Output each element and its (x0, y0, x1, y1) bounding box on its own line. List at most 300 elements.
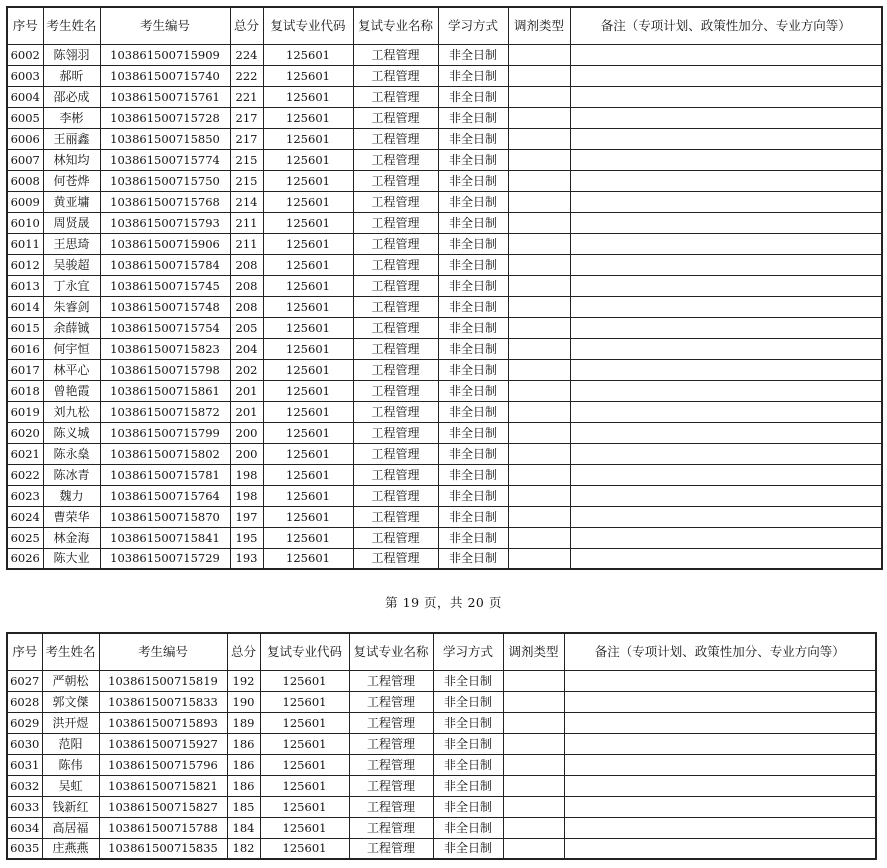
cell-remarks (570, 107, 882, 128)
cell-name: 范阳 (42, 733, 99, 754)
table-row (7, 275, 882, 296)
table-row (7, 86, 882, 107)
cell-adjust-type (508, 548, 570, 569)
cell-remarks (570, 233, 882, 254)
cell-total-score: 200 (230, 443, 263, 464)
cell-name: 林平心 (43, 359, 100, 380)
cell-remarks (564, 733, 876, 754)
cell-candidate-id: 103861500715802 (100, 443, 230, 464)
cell-candidate-id: 103861500715870 (100, 506, 230, 527)
cell-major-code: 125601 (260, 712, 349, 733)
cell-total-score: 201 (230, 380, 263, 401)
cell-study-mode: 非全日制 (438, 464, 508, 485)
cell-candidate-id: 103861500715745 (100, 275, 230, 296)
table-body (7, 670, 876, 859)
cell-major-name: 工程管理 (353, 338, 438, 359)
cell-total-score: 190 (227, 691, 260, 712)
cell-study-mode: 非全日制 (438, 443, 508, 464)
cell-name: 陈冰青 (43, 464, 100, 485)
cell-remarks (570, 212, 882, 233)
cell-remarks (564, 838, 876, 859)
cell-study-mode: 非全日制 (433, 733, 503, 754)
cell-major-name: 工程管理 (353, 296, 438, 317)
cell-adjust-type (508, 233, 570, 254)
cell-study-mode: 非全日制 (438, 65, 508, 86)
cell-adjust-type (508, 107, 570, 128)
cell-total-score: 198 (230, 464, 263, 485)
cell-study-mode: 非全日制 (438, 317, 508, 338)
cell-study-mode: 非全日制 (438, 191, 508, 212)
cell-major-code: 125601 (263, 548, 353, 569)
cell-name: 刘九松 (43, 401, 100, 422)
table-row (7, 317, 882, 338)
table-row (7, 670, 876, 691)
cell-major-name: 工程管理 (349, 670, 433, 691)
cell-total-score: 197 (230, 506, 263, 527)
header-name: 考生姓名 (42, 633, 99, 670)
cell-study-mode: 非全日制 (438, 359, 508, 380)
cell-seq: 6028 (7, 691, 42, 712)
table-row (7, 191, 882, 212)
cell-major-code: 125601 (263, 107, 353, 128)
cell-major-code: 125601 (263, 296, 353, 317)
cell-seq: 6024 (7, 506, 43, 527)
cell-major-code: 125601 (260, 733, 349, 754)
cell-seq: 6030 (7, 733, 42, 754)
cell-major-name: 工程管理 (349, 733, 433, 754)
cell-study-mode: 非全日制 (433, 838, 503, 859)
cell-candidate-id: 103861500715774 (100, 149, 230, 170)
cell-major-name: 工程管理 (353, 44, 438, 65)
cell-major-code: 125601 (263, 65, 353, 86)
cell-remarks (564, 712, 876, 733)
cell-name: 林金海 (43, 527, 100, 548)
cell-major-code: 125601 (263, 443, 353, 464)
table-row (7, 359, 882, 380)
cell-name: 黄亚墉 (43, 191, 100, 212)
cell-candidate-id: 103861500715835 (99, 838, 227, 859)
cell-remarks (570, 401, 882, 422)
cell-remarks (570, 527, 882, 548)
cell-remarks (564, 796, 876, 817)
cell-remarks (570, 191, 882, 212)
table-row (7, 401, 882, 422)
cell-study-mode: 非全日制 (438, 107, 508, 128)
cell-total-score: 189 (227, 712, 260, 733)
cell-total-score: 221 (230, 86, 263, 107)
cell-major-code: 125601 (263, 149, 353, 170)
cell-adjust-type (508, 443, 570, 464)
cell-major-code: 125601 (263, 212, 353, 233)
cell-name: 庄燕燕 (42, 838, 99, 859)
header-seq: 序号 (7, 633, 42, 670)
table-row (7, 443, 882, 464)
cell-remarks (570, 359, 882, 380)
cell-major-name: 工程管理 (353, 422, 438, 443)
cell-adjust-type (508, 212, 570, 233)
cell-remarks (564, 754, 876, 775)
cell-major-name: 工程管理 (349, 796, 433, 817)
header-major-name: 复试专业名称 (353, 7, 438, 44)
header-row (7, 633, 876, 670)
cell-candidate-id: 103861500715793 (100, 212, 230, 233)
cell-study-mode: 非全日制 (438, 380, 508, 401)
cell-major-code: 125601 (263, 338, 353, 359)
table-row (7, 464, 882, 485)
cell-major-code: 125601 (263, 464, 353, 485)
cell-major-code: 125601 (263, 254, 353, 275)
cell-seq: 6017 (7, 359, 43, 380)
cell-adjust-type (508, 317, 570, 338)
cell-adjust-type (503, 775, 564, 796)
cell-name: 郝昕 (43, 65, 100, 86)
cell-candidate-id: 103861500715754 (100, 317, 230, 338)
cell-study-mode: 非全日制 (438, 422, 508, 443)
cell-major-code: 125601 (263, 170, 353, 191)
cell-total-score: 193 (230, 548, 263, 569)
cell-total-score: 204 (230, 338, 263, 359)
cell-name: 高居福 (42, 817, 99, 838)
cell-adjust-type (508, 191, 570, 212)
cell-major-name: 工程管理 (349, 775, 433, 796)
header-name: 考生姓名 (43, 7, 100, 44)
cell-adjust-type (503, 838, 564, 859)
cell-major-code: 125601 (260, 775, 349, 796)
cell-candidate-id: 103861500715872 (100, 401, 230, 422)
cell-total-score: 222 (230, 65, 263, 86)
admission-table-page-20 (6, 632, 877, 860)
header-candidate-id: 考生编号 (99, 633, 227, 670)
cell-major-name: 工程管理 (349, 754, 433, 775)
cell-adjust-type (503, 670, 564, 691)
cell-total-score: 211 (230, 233, 263, 254)
cell-candidate-id: 103861500715893 (99, 712, 227, 733)
header-major-name: 复试专业名称 (349, 633, 433, 670)
cell-name: 吴骏超 (43, 254, 100, 275)
cell-name: 丁永宜 (43, 275, 100, 296)
cell-candidate-id: 103861500715799 (100, 422, 230, 443)
cell-seq: 6025 (7, 527, 43, 548)
cell-candidate-id: 103861500715909 (100, 44, 230, 65)
cell-adjust-type (508, 170, 570, 191)
cell-adjust-type (503, 733, 564, 754)
cell-candidate-id: 103861500715781 (100, 464, 230, 485)
table-row (7, 212, 882, 233)
table-row (7, 128, 882, 149)
cell-candidate-id: 103861500715729 (100, 548, 230, 569)
cell-candidate-id: 103861500715833 (99, 691, 227, 712)
cell-seq: 6020 (7, 422, 43, 443)
table-row (7, 65, 882, 86)
cell-remarks (564, 775, 876, 796)
cell-study-mode: 非全日制 (438, 527, 508, 548)
header-row (7, 7, 882, 44)
cell-major-name: 工程管理 (353, 401, 438, 422)
cell-remarks (564, 670, 876, 691)
table-header (7, 633, 876, 670)
cell-seq: 6010 (7, 212, 43, 233)
cell-candidate-id: 103861500715819 (99, 670, 227, 691)
cell-major-name: 工程管理 (353, 506, 438, 527)
cell-remarks (570, 422, 882, 443)
cell-remarks (570, 86, 882, 107)
cell-adjust-type (508, 44, 570, 65)
header-remarks: 备注（专项计划、政策性加分、专业方向等） (564, 633, 876, 670)
cell-candidate-id: 103861500715823 (100, 338, 230, 359)
cell-adjust-type (508, 506, 570, 527)
cell-remarks (570, 296, 882, 317)
cell-adjust-type (508, 401, 570, 422)
cell-remarks (570, 317, 882, 338)
header-major-code: 复试专业代码 (263, 7, 353, 44)
cell-seq: 6002 (7, 44, 43, 65)
cell-remarks (564, 817, 876, 838)
cell-candidate-id: 103861500715750 (100, 170, 230, 191)
cell-adjust-type (508, 464, 570, 485)
cell-name: 朱睿剑 (43, 296, 100, 317)
cell-study-mode: 非全日制 (433, 670, 503, 691)
cell-major-code: 125601 (263, 485, 353, 506)
cell-study-mode: 非全日制 (438, 548, 508, 569)
cell-name: 陈翎羽 (43, 44, 100, 65)
cell-major-name: 工程管理 (353, 128, 438, 149)
cell-total-score: 192 (227, 670, 260, 691)
table-row (7, 712, 876, 733)
cell-study-mode: 非全日制 (438, 401, 508, 422)
header-total-score: 总分 (230, 7, 263, 44)
table-row (7, 422, 882, 443)
cell-study-mode: 非全日制 (433, 754, 503, 775)
table-row (7, 338, 882, 359)
cell-total-score: 185 (227, 796, 260, 817)
table-row (7, 733, 876, 754)
cell-major-code: 125601 (263, 191, 353, 212)
cell-candidate-id: 103861500715798 (100, 359, 230, 380)
cell-major-code: 125601 (263, 86, 353, 107)
cell-total-score: 211 (230, 212, 263, 233)
cell-adjust-type (508, 65, 570, 86)
table-body (7, 44, 882, 569)
cell-study-mode: 非全日制 (433, 817, 503, 838)
cell-major-code: 125601 (263, 317, 353, 338)
cell-major-name: 工程管理 (353, 170, 438, 191)
cell-seq: 6008 (7, 170, 43, 191)
table-row (7, 170, 882, 191)
cell-total-score: 198 (230, 485, 263, 506)
cell-total-score: 201 (230, 401, 263, 422)
cell-major-name: 工程管理 (353, 191, 438, 212)
cell-major-code: 125601 (260, 838, 349, 859)
cell-seq: 6026 (7, 548, 43, 569)
cell-study-mode: 非全日制 (438, 485, 508, 506)
page-footer: 第 19 页，共 20 页 (385, 595, 502, 610)
cell-seq: 6031 (7, 754, 42, 775)
cell-remarks (570, 338, 882, 359)
cell-candidate-id: 103861500715768 (100, 191, 230, 212)
cell-remarks (570, 65, 882, 86)
cell-seq: 6014 (7, 296, 43, 317)
cell-candidate-id: 103861500715788 (99, 817, 227, 838)
cell-study-mode: 非全日制 (438, 254, 508, 275)
header-study-mode: 学习方式 (438, 7, 508, 44)
cell-total-score: 214 (230, 191, 263, 212)
cell-candidate-id: 103861500715796 (99, 754, 227, 775)
cell-major-code: 125601 (260, 754, 349, 775)
cell-major-name: 工程管理 (353, 233, 438, 254)
cell-major-name: 工程管理 (353, 548, 438, 569)
cell-study-mode: 非全日制 (438, 149, 508, 170)
cell-adjust-type (508, 128, 570, 149)
cell-remarks (570, 128, 882, 149)
cell-study-mode: 非全日制 (438, 170, 508, 191)
table-row (7, 44, 882, 65)
cell-adjust-type (508, 86, 570, 107)
cell-name: 王思琦 (43, 233, 100, 254)
table-row (7, 691, 876, 712)
header-adjust-type: 调剂类型 (508, 7, 570, 44)
cell-candidate-id: 103861500715841 (100, 527, 230, 548)
cell-major-code: 125601 (263, 380, 353, 401)
cell-remarks (570, 380, 882, 401)
cell-major-code: 125601 (263, 527, 353, 548)
cell-major-code: 125601 (263, 422, 353, 443)
cell-adjust-type (508, 275, 570, 296)
cell-name: 曾艳霞 (43, 380, 100, 401)
cell-name: 王丽鑫 (43, 128, 100, 149)
cell-seq: 6033 (7, 796, 42, 817)
cell-total-score: 195 (230, 527, 263, 548)
cell-study-mode: 非全日制 (438, 44, 508, 65)
cell-seq: 6007 (7, 149, 43, 170)
cell-major-code: 125601 (260, 817, 349, 838)
cell-major-name: 工程管理 (353, 317, 438, 338)
cell-adjust-type (503, 817, 564, 838)
cell-major-name: 工程管理 (353, 527, 438, 548)
cell-seq: 6015 (7, 317, 43, 338)
cell-remarks (570, 275, 882, 296)
cell-adjust-type (503, 691, 564, 712)
cell-seq: 6003 (7, 65, 43, 86)
cell-adjust-type (508, 254, 570, 275)
cell-major-code: 125601 (263, 401, 353, 422)
cell-name: 魏力 (43, 485, 100, 506)
cell-candidate-id: 103861500715728 (100, 107, 230, 128)
cell-study-mode: 非全日制 (438, 128, 508, 149)
table-header (7, 7, 882, 44)
cell-name: 李彬 (43, 107, 100, 128)
header-adjust-type: 调剂类型 (503, 633, 564, 670)
cell-remarks (570, 149, 882, 170)
cell-major-name: 工程管理 (353, 380, 438, 401)
cell-candidate-id: 103861500715927 (99, 733, 227, 754)
cell-major-name: 工程管理 (353, 65, 438, 86)
cell-candidate-id: 103861500715906 (100, 233, 230, 254)
cell-remarks (564, 691, 876, 712)
table-row (7, 254, 882, 275)
cell-total-score: 224 (230, 44, 263, 65)
cell-study-mode: 非全日制 (438, 338, 508, 359)
cell-major-name: 工程管理 (353, 464, 438, 485)
table-row (7, 485, 882, 506)
cell-major-name: 工程管理 (353, 254, 438, 275)
cell-major-code: 125601 (260, 670, 349, 691)
cell-adjust-type (508, 527, 570, 548)
cell-seq: 6013 (7, 275, 43, 296)
cell-adjust-type (503, 712, 564, 733)
cell-major-name: 工程管理 (353, 86, 438, 107)
cell-adjust-type (508, 338, 570, 359)
cell-seq: 6021 (7, 443, 43, 464)
cell-candidate-id: 103861500715748 (100, 296, 230, 317)
cell-remarks (570, 44, 882, 65)
cell-total-score: 202 (230, 359, 263, 380)
cell-major-name: 工程管理 (353, 107, 438, 128)
cell-adjust-type (503, 796, 564, 817)
cell-major-name: 工程管理 (353, 149, 438, 170)
cell-major-name: 工程管理 (353, 443, 438, 464)
cell-adjust-type (508, 149, 570, 170)
header-candidate-id: 考生编号 (100, 7, 230, 44)
cell-candidate-id: 103861500715761 (100, 86, 230, 107)
cell-remarks (570, 254, 882, 275)
cell-major-code: 125601 (263, 233, 353, 254)
cell-total-score: 182 (227, 838, 260, 859)
cell-seq: 6034 (7, 817, 42, 838)
header-major-code: 复试专业代码 (260, 633, 349, 670)
cell-study-mode: 非全日制 (438, 233, 508, 254)
cell-major-code: 125601 (263, 128, 353, 149)
cell-name: 陈永燊 (43, 443, 100, 464)
cell-study-mode: 非全日制 (438, 296, 508, 317)
cell-total-score: 186 (227, 754, 260, 775)
cell-name: 吴虹 (42, 775, 99, 796)
cell-name: 严朝松 (42, 670, 99, 691)
cell-study-mode: 非全日制 (438, 86, 508, 107)
cell-adjust-type (508, 359, 570, 380)
cell-remarks (570, 548, 882, 569)
table-row (7, 380, 882, 401)
cell-name: 周贤晟 (43, 212, 100, 233)
cell-seq: 6005 (7, 107, 43, 128)
table-row (7, 548, 882, 569)
table-row (7, 817, 876, 838)
cell-total-score: 186 (227, 733, 260, 754)
table-row (7, 149, 882, 170)
cell-name: 陈义城 (43, 422, 100, 443)
table-row (7, 754, 876, 775)
cell-total-score: 215 (230, 149, 263, 170)
cell-remarks (570, 464, 882, 485)
cell-total-score: 200 (230, 422, 263, 443)
cell-adjust-type (508, 296, 570, 317)
cell-candidate-id: 103861500715764 (100, 485, 230, 506)
cell-adjust-type (508, 485, 570, 506)
cell-total-score: 217 (230, 107, 263, 128)
cell-remarks (570, 485, 882, 506)
cell-major-name: 工程管理 (349, 838, 433, 859)
cell-remarks (570, 443, 882, 464)
cell-name: 洪开煜 (42, 712, 99, 733)
cell-name: 林知均 (43, 149, 100, 170)
table-row (7, 233, 882, 254)
cell-total-score: 184 (227, 817, 260, 838)
cell-name: 钱新红 (42, 796, 99, 817)
header-study-mode: 学习方式 (433, 633, 503, 670)
table-row (7, 796, 876, 817)
cell-seq: 6022 (7, 464, 43, 485)
cell-name: 曹荣华 (43, 506, 100, 527)
cell-remarks (570, 506, 882, 527)
